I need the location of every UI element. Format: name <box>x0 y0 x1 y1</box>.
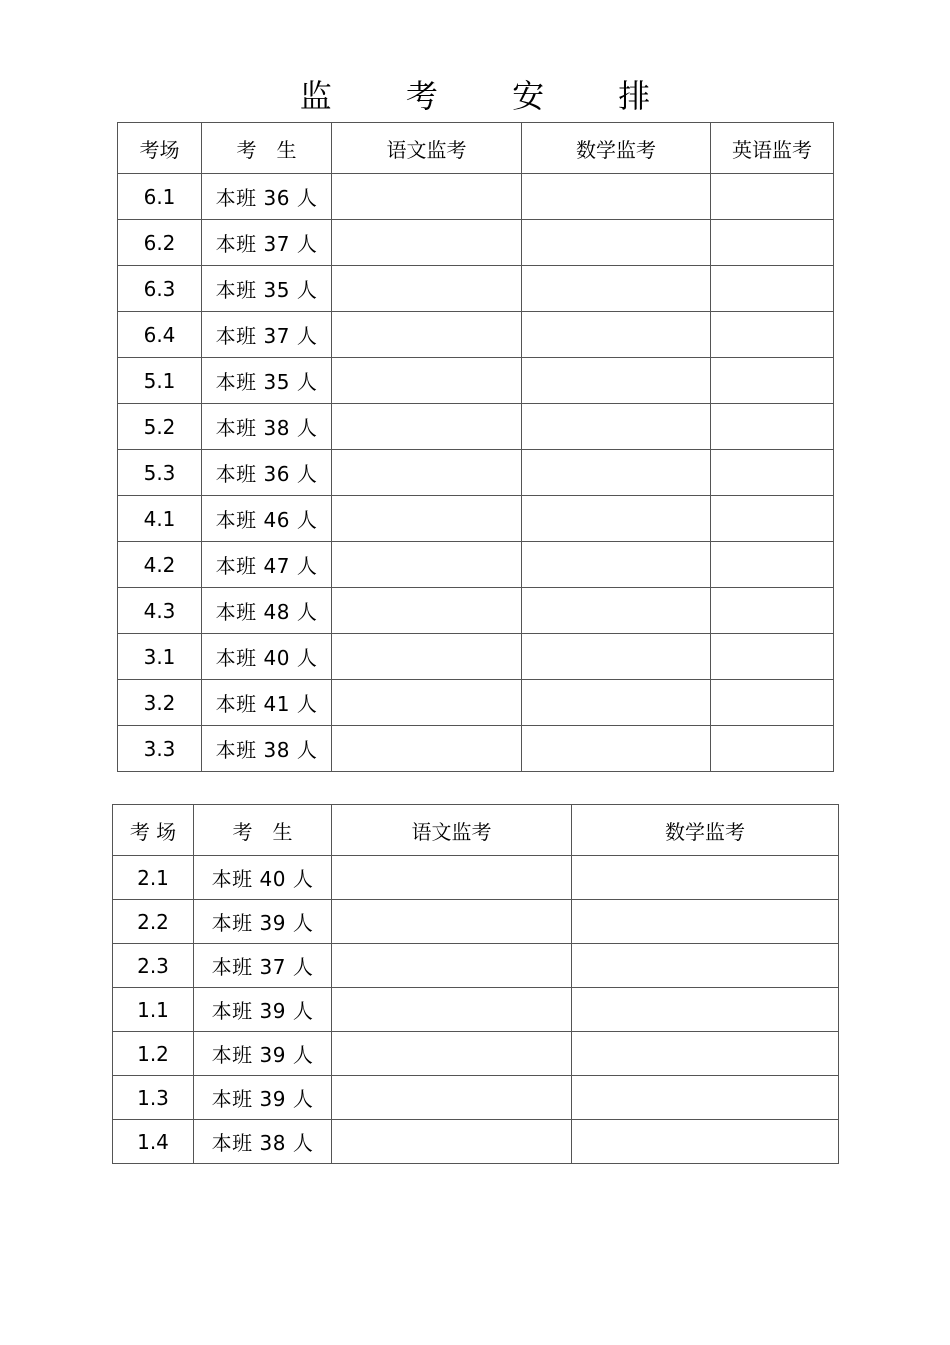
cell-english-invigilator[interactable] <box>711 404 834 450</box>
cell-english-invigilator[interactable] <box>711 588 834 634</box>
cell-chinese-invigilator[interactable] <box>332 900 572 944</box>
cell-math-invigilator[interactable] <box>572 856 839 900</box>
cell-english-invigilator[interactable] <box>711 220 834 266</box>
cell-chinese-invigilator[interactable] <box>332 542 522 588</box>
cell-math-invigilator[interactable] <box>522 634 711 680</box>
cell-exam-room: 2.1 <box>113 856 194 900</box>
cell-exam-room: 1.4 <box>113 1120 194 1164</box>
column-header-exam-room: 考 场 <box>113 805 194 856</box>
table-row <box>118 496 834 542</box>
cell-math-invigilator[interactable] <box>572 1120 839 1164</box>
cell-math-invigilator[interactable] <box>522 588 711 634</box>
table-row <box>118 588 834 634</box>
table-row <box>118 404 834 450</box>
cell-chinese-invigilator[interactable] <box>332 588 522 634</box>
cell-math-invigilator[interactable] <box>522 680 711 726</box>
cell-chinese-invigilator[interactable] <box>332 680 522 726</box>
cell-examinees: 本班 39 人 <box>194 1032 332 1076</box>
cell-examinees: 本班 37 人 <box>202 312 332 358</box>
cell-exam-room: 2.2 <box>113 900 194 944</box>
cell-chinese-invigilator[interactable] <box>332 358 522 404</box>
cell-exam-room: 1.1 <box>113 988 194 1032</box>
cell-examinees: 本班 37 人 <box>194 944 332 988</box>
cell-exam-room: 4.2 <box>118 542 202 588</box>
cell-chinese-invigilator[interactable] <box>332 220 522 266</box>
cell-math-invigilator[interactable] <box>572 900 839 944</box>
column-header-chinese-invigilator: 语文监考 <box>332 805 572 856</box>
cell-math-invigilator[interactable] <box>522 404 711 450</box>
cell-examinees: 本班 36 人 <box>202 174 332 220</box>
cell-exam-room: 4.3 <box>118 588 202 634</box>
cell-exam-room: 6.3 <box>118 266 202 312</box>
table-body <box>118 174 834 772</box>
table-row <box>118 542 834 588</box>
cell-exam-room: 5.3 <box>118 450 202 496</box>
column-header-examinees: 考 生 <box>194 805 332 856</box>
cell-chinese-invigilator[interactable] <box>332 988 572 1032</box>
cell-math-invigilator[interactable] <box>522 496 711 542</box>
cell-examinees: 本班 40 人 <box>202 634 332 680</box>
cell-chinese-invigilator[interactable] <box>332 944 572 988</box>
cell-exam-room: 2.3 <box>113 944 194 988</box>
cell-math-invigilator[interactable] <box>522 220 711 266</box>
column-header-english-invigilator: 英语监考 <box>711 123 834 174</box>
invigilation-table-lower <box>112 804 839 1164</box>
table-row <box>118 726 834 772</box>
cell-exam-room: 1.3 <box>113 1076 194 1120</box>
cell-exam-room: 5.1 <box>118 358 202 404</box>
table-row <box>118 450 834 496</box>
cell-chinese-invigilator[interactable] <box>332 266 522 312</box>
table-row <box>118 266 834 312</box>
cell-english-invigilator[interactable] <box>711 358 834 404</box>
cell-examinees: 本班 48 人 <box>202 588 332 634</box>
cell-english-invigilator[interactable] <box>711 726 834 772</box>
cell-math-invigilator[interactable] <box>522 312 711 358</box>
cell-examinees: 本班 38 人 <box>202 404 332 450</box>
cell-chinese-invigilator[interactable] <box>332 174 522 220</box>
column-header-math-invigilator: 数学监考 <box>522 123 711 174</box>
cell-math-invigilator[interactable] <box>572 988 839 1032</box>
cell-math-invigilator[interactable] <box>522 542 711 588</box>
cell-examinees: 本班 36 人 <box>202 450 332 496</box>
cell-exam-room: 6.1 <box>118 174 202 220</box>
cell-english-invigilator[interactable] <box>711 680 834 726</box>
cell-examinees: 本班 47 人 <box>202 542 332 588</box>
cell-exam-room: 6.4 <box>118 312 202 358</box>
table-body <box>113 856 839 1164</box>
cell-exam-room: 3.1 <box>118 634 202 680</box>
cell-chinese-invigilator[interactable] <box>332 856 572 900</box>
cell-math-invigilator[interactable] <box>522 726 711 772</box>
cell-examinees: 本班 35 人 <box>202 266 332 312</box>
cell-chinese-invigilator[interactable] <box>332 496 522 542</box>
cell-examinees: 本班 35 人 <box>202 358 332 404</box>
table-header-row <box>113 805 839 856</box>
page-title: 监 考 安 排 <box>299 77 683 115</box>
cell-examinees: 本班 37 人 <box>202 220 332 266</box>
cell-exam-room: 4.1 <box>118 496 202 542</box>
cell-examinees: 本班 39 人 <box>194 988 332 1032</box>
column-header-exam-room: 考场 <box>118 123 202 174</box>
cell-chinese-invigilator[interactable] <box>332 404 522 450</box>
cell-english-invigilator[interactable] <box>711 542 834 588</box>
table-row <box>113 944 839 988</box>
cell-english-invigilator[interactable] <box>711 312 834 358</box>
cell-english-invigilator[interactable] <box>711 634 834 680</box>
cell-exam-room: 3.3 <box>118 726 202 772</box>
cell-examinees: 本班 40 人 <box>194 856 332 900</box>
cell-math-invigilator[interactable] <box>522 358 711 404</box>
cell-chinese-invigilator[interactable] <box>332 726 522 772</box>
table-row <box>113 900 839 944</box>
table-row <box>118 680 834 726</box>
table-header-row <box>118 123 834 174</box>
table-row <box>118 220 834 266</box>
table-row <box>113 1076 839 1120</box>
table-row <box>113 988 839 1032</box>
cell-exam-room: 3.2 <box>118 680 202 726</box>
column-header-chinese-invigilator: 语文监考 <box>332 123 522 174</box>
cell-examinees: 本班 46 人 <box>202 496 332 542</box>
table-row <box>118 358 834 404</box>
table-row <box>113 856 839 900</box>
table-row <box>118 312 834 358</box>
cell-examinees: 本班 38 人 <box>202 726 332 772</box>
invigilation-table-upper <box>117 122 834 772</box>
cell-math-invigilator[interactable] <box>522 266 711 312</box>
table-row <box>118 634 834 680</box>
cell-math-invigilator[interactable] <box>522 174 711 220</box>
cell-chinese-invigilator[interactable] <box>332 450 522 496</box>
cell-chinese-invigilator[interactable] <box>332 1032 572 1076</box>
cell-exam-room: 5.2 <box>118 404 202 450</box>
table-row <box>113 1032 839 1076</box>
table-row <box>118 174 834 220</box>
cell-exam-room: 1.2 <box>113 1032 194 1076</box>
table-row <box>113 1120 839 1164</box>
column-header-math-invigilator: 数学监考 <box>572 805 839 856</box>
cell-math-invigilator[interactable] <box>572 1076 839 1120</box>
cell-examinees: 本班 41 人 <box>202 680 332 726</box>
cell-english-invigilator[interactable] <box>711 496 834 542</box>
cell-chinese-invigilator[interactable] <box>332 312 522 358</box>
cell-math-invigilator[interactable] <box>572 944 839 988</box>
cell-chinese-invigilator[interactable] <box>332 1076 572 1120</box>
cell-english-invigilator[interactable] <box>711 174 834 220</box>
cell-math-invigilator[interactable] <box>522 450 711 496</box>
cell-math-invigilator[interactable] <box>572 1032 839 1076</box>
cell-english-invigilator[interactable] <box>711 266 834 312</box>
cell-english-invigilator[interactable] <box>711 450 834 496</box>
cell-examinees: 本班 39 人 <box>194 1076 332 1120</box>
column-header-examinees: 考 生 <box>202 123 332 174</box>
cell-chinese-invigilator[interactable] <box>332 1120 572 1164</box>
cell-exam-room: 6.2 <box>118 220 202 266</box>
cell-examinees: 本班 39 人 <box>194 900 332 944</box>
cell-chinese-invigilator[interactable] <box>332 634 522 680</box>
cell-examinees: 本班 38 人 <box>194 1120 332 1164</box>
